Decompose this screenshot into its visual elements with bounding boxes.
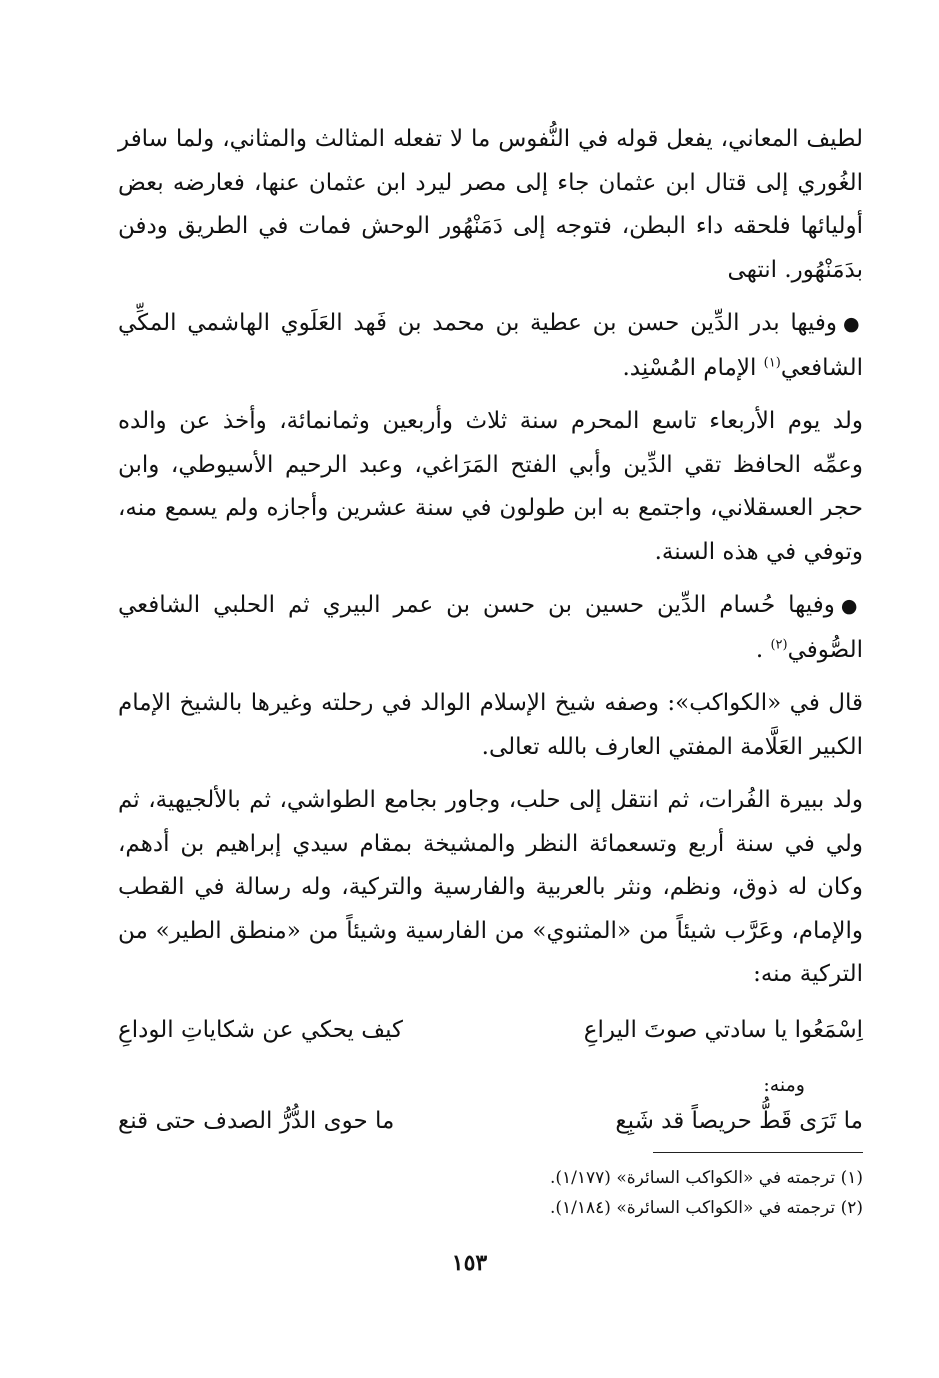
paragraph-text: وفيها بدر الدِّين حسن بن عطية بن محمد بن فَهد العَلَوي الهاشمي المكِّي الشافعي <box>118 310 863 381</box>
paragraph-5 <box>118 682 863 769</box>
paragraph-text: وفيها حُسام الدِّين حسين بن حسن بن عمر البيري ثم الحلبي الشافعي الصُّوفي <box>118 592 863 663</box>
footnotes <box>118 1163 863 1223</box>
paragraph-text: ولد يوم الأربعاء تاسع المحرم سنة ثلاث وأربعين وثمانمائة، وأخذ عن والده وعمِّه الحافظ تقي الدِّين وأبي الفتح المَرَاغي، وعبد الرحيم الأسيوطي، وابن حجر العسقلاني، واجتمع به ابن طولون في سنة عشرين وأجازه ولم يسمع منه، وتوفي في هذه السنة. <box>118 408 863 565</box>
verse-second-hemistich: ما حوى الدُّرُّ الصدف حتى قنع <box>118 1107 395 1134</box>
bullet-icon: ● <box>843 313 863 335</box>
paragraph-2 <box>118 302 863 390</box>
bullet-icon: ● <box>840 595 863 617</box>
verse-second-hemistich: كيف يحكي عن شكاياتِ الوداعِ <box>118 1016 403 1043</box>
verse-intro: ومنه: <box>763 1073 805 1096</box>
footnote-1: (١) ترجمته في «الكواكب السائرة» (١/١٧٧). <box>549 1168 863 1188</box>
paragraph-1 <box>118 118 863 292</box>
page-number: ١٥٣ <box>451 1250 488 1276</box>
verse-1 <box>118 1009 863 1052</box>
page-body <box>118 118 863 1143</box>
paragraph-6 <box>118 779 863 997</box>
footnote-2: (٢) ترجمته في «الكواكب السائرة» (١/١٨٤). <box>549 1198 863 1218</box>
paragraph-4 <box>118 584 863 672</box>
verse-first-hemistich: ما تَرَى قَطُّ حريصاً قد شَبِع <box>615 1107 863 1134</box>
paragraph-3 <box>118 400 863 574</box>
paragraph-text: ولد ببيرة الفُرات، ثم انتقل إلى حلب، وجاور بجامع الطواشي، ثم بالألجيهية، ثم ولي في سنة أربع وتسعمائة النظر والمشيخة بمقام سيدي إبراهيم بن أدهم، وكان له ذوق، ونظم، ونثر بالعربية والفارسية والتركية، وله رسالة في القطب والإمام، وعَرَّب شيئاً من «المثنوي» من الفارسية وشيئاً من «منطق الطير» من التركية منه: <box>118 787 863 987</box>
paragraph-text: لطيف المعاني، يفعل قوله في النُّفوس ما لا تفعله المثالث والمثاني، ولما سافر الغُوري إلى قتال ابن عثمان جاء إلى مصر ليرد ابن عثمان عنها، فعارضه بعض أوليائها فلحقه داء البطن، فتوجه إلى دَمَنْهُور الوحش فمات في الطريق ودفن بدَمَنْهُور. انتهى <box>118 126 863 283</box>
paragraph-text-after: الإمام المُسْنِد. <box>622 354 764 381</box>
footnote-ref-2[interactable]: (٢) <box>770 636 788 652</box>
verse-first-hemistich: اِسْمَعُوا يا سادتي صوتَ اليراعِ <box>583 1016 863 1043</box>
verse-2 <box>118 1100 863 1143</box>
footnote-ref-1[interactable]: (١) <box>763 354 781 370</box>
footnote-separator <box>653 1152 863 1153</box>
paragraph-text-after: . <box>755 636 771 663</box>
paragraph-text: قال في «الكواكب»: وصفه شيخ الإسلام الوالد في رحلته وغيرها بالشيخ الإمام الكبير العَلَّامة المفتي العارف بالله تعالى. <box>118 690 863 760</box>
